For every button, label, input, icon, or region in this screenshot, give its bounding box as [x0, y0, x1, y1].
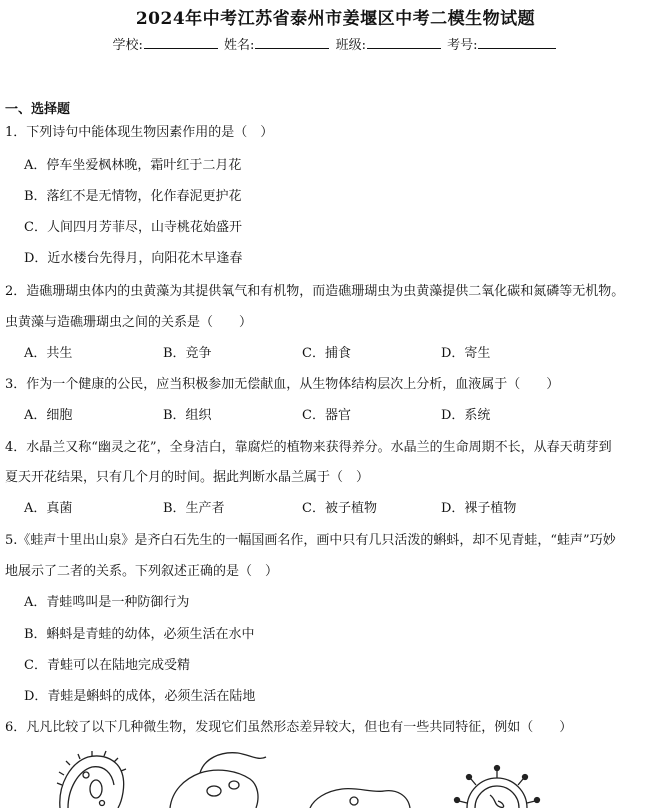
question-5-stem-line-2: 地展示了二者的关系。下列叙述正确的是（ ）	[5, 564, 279, 579]
euglena-figure	[170, 753, 266, 808]
page-title: 2024年中考江苏省泰州市姜堰区中考二模生物试题	[135, 9, 536, 29]
question-2-option-a: A．共生	[24, 346, 73, 361]
name-blank	[255, 36, 329, 49]
exam-number-blank	[478, 36, 556, 49]
question-4-stem-line-2: 夏天开花结果，只有几个月的时间。据此判断水晶兰属于（ ）	[5, 470, 370, 485]
question-1-option-a: A．停车坐爱枫林晚，霜叶红于二月花	[24, 158, 242, 173]
question-4-stem-line-1: 4．水晶兰又称“幽灵之花”，全身洁白，靠腐烂的植物来获得养分。水晶兰的生命周期不长，从春天萌芽到	[5, 440, 612, 455]
question-3-option-d: D．系统	[441, 408, 491, 423]
microorganism-figures	[0, 745, 671, 808]
question-2-option-b: B．竞争	[163, 346, 212, 361]
question-3-options	[24, 404, 580, 423]
question-5-option-a: A．青蛙鸣叫是一种防御行为	[24, 595, 190, 610]
question-5-option-d: D．青蛙是蝌蚪的成体，必须生活在陆地	[24, 689, 256, 704]
question-1-stem: 1．下列诗句中能体现生物因素作用的是（ ）	[5, 125, 274, 140]
school-blank	[144, 36, 218, 49]
question-5-option-c: C．青蛙可以在陆地完成受精	[24, 658, 190, 673]
paramecium-figure	[57, 751, 126, 808]
question-2-stem-line-2: 虫黄藻与造礁珊瑚虫之间的关系是（ ）	[5, 315, 253, 330]
class-label: 班级:	[335, 38, 366, 53]
virus-figure	[455, 766, 540, 808]
section-title: 一、选择题	[5, 102, 71, 117]
question-3-option-a: A．细胞	[24, 408, 73, 423]
class-blank	[367, 36, 441, 49]
school-label: 学校:	[112, 38, 143, 53]
question-3-option-b: B．组织	[163, 408, 212, 423]
question-5-stem-line-1: 5.《蛙声十里出山泉》是齐白石先生的一幅国画名作，画中只有几只活泼的蝌蚪，却不见青蛙，“蛙声”巧妙	[5, 533, 616, 548]
student-info-row	[0, 34, 671, 53]
question-3-stem: 3．作为一个健康的公民，应当积极参加无偿献血，从生物体结构层次上分析，血液属于（ ）	[5, 377, 560, 392]
question-5-option-b: B．蝌蚪是青蛙的幼体，必须生活在水中	[24, 627, 255, 642]
question-4-option-b: B．生产者	[163, 501, 225, 516]
question-4-option-c: C．被子植物	[302, 501, 377, 516]
question-3-option-c: C．器官	[302, 408, 351, 423]
amoeba-figure	[310, 789, 410, 808]
question-4-option-d: D．裸子植物	[441, 501, 517, 516]
question-2-option-d: D．寄生	[441, 346, 491, 361]
question-1-option-b: B．落红不是无情物，化作春泥更护花	[24, 189, 242, 204]
name-label: 姓名:	[224, 38, 255, 53]
question-2-stem-line-1: 2．造礁珊瑚虫体内的虫黄藻为其提供氧气和有机物，而造礁珊瑚虫为虫黄藻提供二氧化碳和氮磷等无机物。	[5, 284, 625, 299]
question-2-options	[24, 342, 580, 361]
question-1-option-c: C．人间四月芳菲尽，山寺桃花始盛开	[24, 220, 242, 235]
question-4-option-a: A．真菌	[24, 501, 73, 516]
question-6-stem: 6．凡凡比较了以下几种微生物，发现它们虽然形态差异较大，但也有一些共同特征，例如（ ）	[5, 720, 573, 735]
question-4-options	[24, 497, 580, 516]
exam-number-label: 考号:	[447, 38, 478, 53]
question-1-option-d: D．近水楼台先得月，向阳花木早逢春	[24, 251, 243, 266]
question-2-option-c: C．捕食	[302, 346, 351, 361]
